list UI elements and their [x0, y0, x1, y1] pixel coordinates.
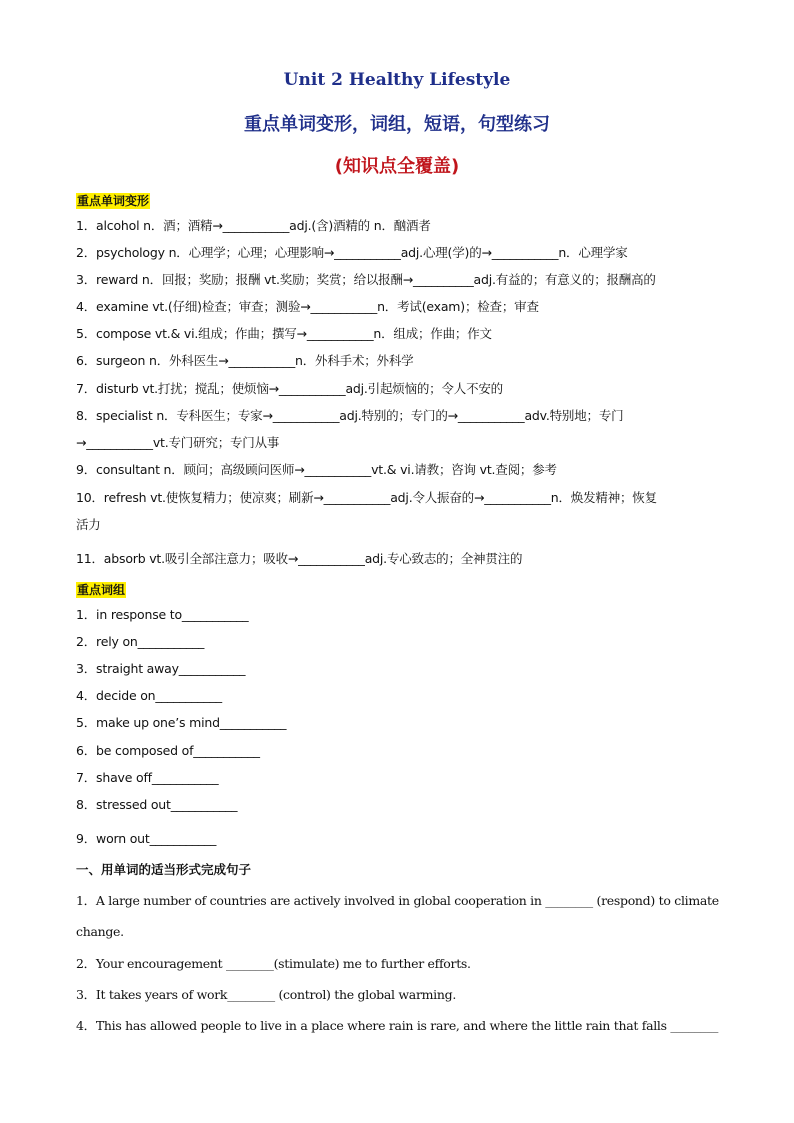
- section-heading-sentences: 一、用单词的适当形式完成句子: [76, 862, 252, 877]
- section-heading-words: 重点单词变形: [77, 194, 150, 208]
- word-item: 7．disturb vt.打扰；搅乱；使烦恼→___________adj.引起烦恼的；令人不安的: [76, 381, 503, 396]
- word-item: 2．psychology n．心理学；心理；心理影响→___________adj.心理(学)的→___________n．心理学家: [76, 245, 628, 260]
- phrase-item: 8．stressed out___________: [76, 797, 238, 812]
- sentence-item: 1．A large number of countries are actively involved in global cooperation in ________ (respond) to climate: [76, 893, 719, 908]
- word-item: 1．alcohol n．酒；酒精→___________adj.(含)酒精的 n．酗酒者: [76, 218, 431, 233]
- page-title: Unit 2 Healthy Lifestyle: [283, 70, 511, 90]
- word-item: 8．specialist n．专科医生；专家→___________adj.特别的；专门的→___________adv.特别地；专门: [76, 408, 624, 423]
- page-subtitle: 重点单词变形，词组，短语，句型练习: [244, 114, 550, 135]
- sentence-item-continued: change.: [76, 924, 124, 939]
- page-note: (知识点全覆盖): [334, 156, 460, 177]
- phrase-item: 6．be composed of___________: [76, 743, 260, 758]
- phrase-item: 1．in response to___________: [76, 607, 249, 622]
- phrase-item: 3．straight away___________: [76, 661, 246, 676]
- word-item: 9．consultant n．顾问；高级顾问医师→___________vt.& vi.请教；咨询 vt.查阅；参考: [76, 462, 557, 477]
- word-item-continued: 活力: [76, 517, 101, 532]
- sentence-item: 4．This has allowed people to live in a place where rain is rare, and where the little rain that falls ________: [76, 1018, 719, 1033]
- phrase-item: 4．decide on___________: [76, 688, 222, 703]
- word-item-continued: →___________vt.专门研究；专门从事: [76, 435, 280, 450]
- word-item: 3．reward n．回报；奖励；报酬 vt.奖励；奖赏；给以报酬→__________adj.有益的；有意义的；报酬高的: [76, 272, 656, 287]
- word-item: 10．refresh vt.使恢复精力；使凉爽；刷新→___________adj.令人振奋的→___________n．焕发精神；恢复: [76, 490, 657, 505]
- sentence-item: 3．It takes years of work________ (control) the global warming.: [76, 987, 456, 1002]
- phrase-item: 9．worn out___________: [76, 831, 217, 846]
- word-item: 4．examine vt.(仔细)检查；审查；测验→___________n．考试(exam)；检查；审查: [76, 299, 539, 314]
- word-item: 5．compose vt.& vi.组成；作曲；撰写→___________n．组成；作曲；作文: [76, 326, 492, 341]
- word-item: 11．absorb vt.吸引全部注意力；吸收→___________adj.专心致志的；全神贯注的: [76, 551, 523, 566]
- section-heading-phrases: 重点词组: [77, 583, 126, 597]
- phrase-item: 2．rely on___________: [76, 634, 205, 649]
- sentence-item: 2．Your encouragement ________(stimulate) me to further efforts.: [76, 956, 471, 971]
- phrase-item: 5．make up one’s mind___________: [76, 715, 287, 730]
- word-item: 6．surgeon n．外科医生→___________n．外科手术；外科学: [76, 353, 414, 368]
- phrase-item: 7．shave off___________: [76, 770, 219, 785]
